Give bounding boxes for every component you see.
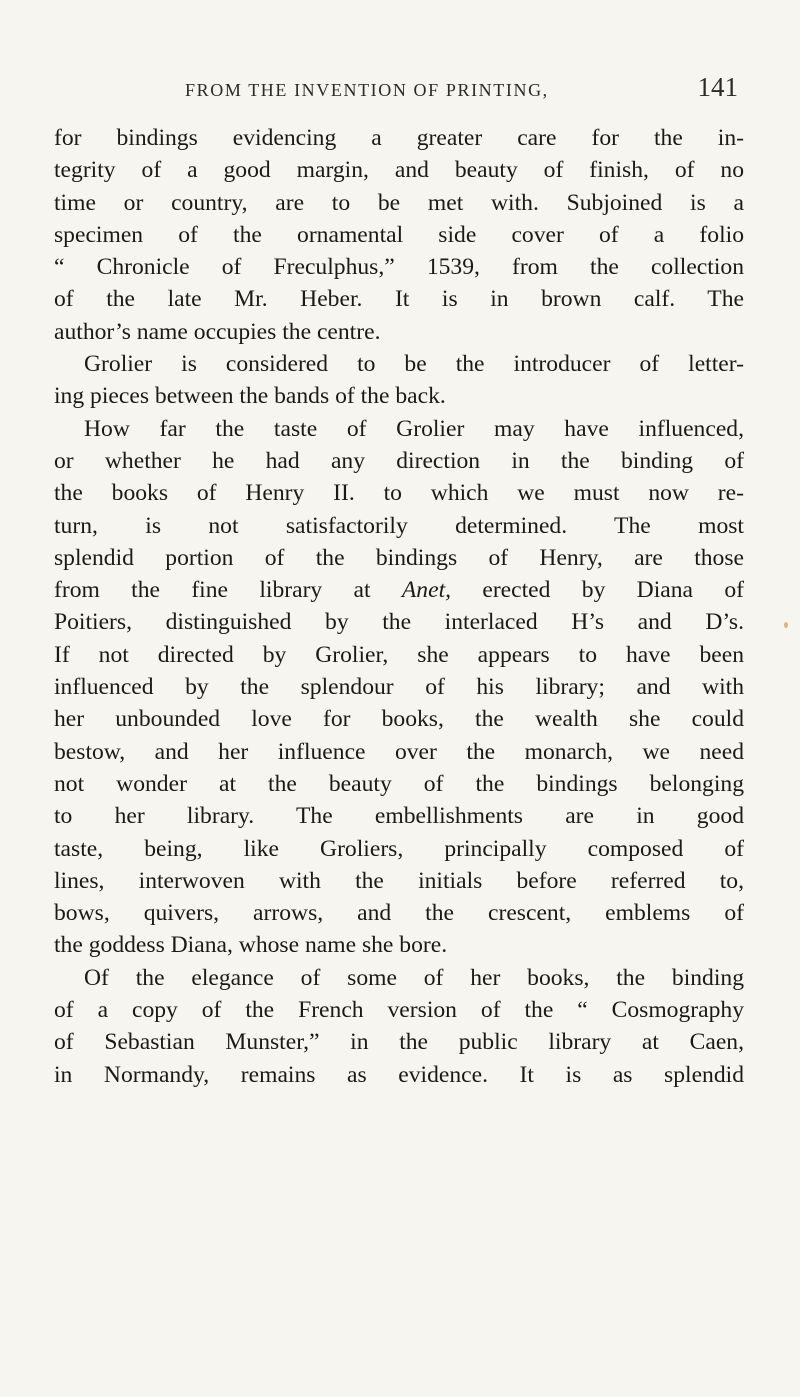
text-line-13: turn, is not satisfactorily determined. The most <box>54 512 744 539</box>
text-line-17: If not directed by Grolier, she appears to have been <box>54 641 744 668</box>
text-line-1: for bindings evidencing a greater care for the in- <box>54 125 744 151</box>
text-line-23: taste, being, like Groliers, principally composed of <box>54 835 744 862</box>
running-title: FROM THE INVENTION OF PRINTING, <box>185 80 549 100</box>
text-line-14: splendid portion of the bindings of Henry, are those <box>54 544 744 571</box>
text-line-26: the goddess Diana, whose name she bore. <box>54 932 448 959</box>
text-line-15-after: erected by Diana of <box>451 577 744 604</box>
text-line-12: the books of Henry II. to which we must now re- <box>54 480 744 507</box>
text-line-6: of the late Mr. Heber. It is in brown calf. The <box>54 286 744 313</box>
text-line-15 <box>54 574 744 606</box>
text-line-27: Of the elegance of some of her books, the binding <box>84 964 744 991</box>
text-line-20: bestow, and her influence over the monarch, we need <box>54 738 744 765</box>
text-line-29: of Sebastian Munster,” in the public library at Caen, <box>54 1029 744 1056</box>
text-line-19: her unbounded love for books, the wealth she could <box>54 706 744 733</box>
text-line-7: author’s name occupies the centre. <box>54 318 381 345</box>
text-line-16: Poitiers, distinguished by the interlaced H’s and D’s. <box>54 609 744 636</box>
text-line-8: Grolier is considered to be the introducer of letter- <box>84 351 744 378</box>
text-line-2: tegrity of a good margin, and beauty of finish, of no <box>54 157 744 184</box>
text-line-5: “ Chronicle of Freculphus,” 1539, from the collection <box>54 254 744 281</box>
place-name-anet: Anet, <box>401 577 452 604</box>
text-line-18: influenced by the splendour of his library; and with <box>54 674 744 701</box>
text-line-9: ing pieces between the bands of the back. <box>54 383 446 410</box>
running-head <box>90 74 740 114</box>
text-line-10: How far the taste of Grolier may have influenced, <box>84 415 744 442</box>
body-text <box>54 122 744 1091</box>
text-line-11: or whether he had any direction in the binding of <box>54 447 744 474</box>
text-line-25: bows, quivers, arrows, and the crescent, emblems of <box>54 900 744 927</box>
paper-speck <box>784 622 788 628</box>
text-line-4: specimen of the ornamental side cover of a folio <box>54 221 744 248</box>
text-line-28: of a copy of the French version of the “ Cosmography <box>54 997 744 1024</box>
text-line-21: not wonder at the beauty of the bindings belonging <box>54 770 744 797</box>
text-line-15-before: from the fine library at <box>54 577 402 604</box>
text-line-22: to her library. The embellishments are in good <box>54 803 744 830</box>
text-line-30: in Normandy, remains as evidence. It is as splendid <box>54 1061 744 1088</box>
page-number: 141 <box>697 72 738 102</box>
text-line-24: lines, interwoven with the initials before referred to, <box>54 867 744 894</box>
text-line-3: time or country, are to be met with. Subjoined is a <box>54 189 744 216</box>
